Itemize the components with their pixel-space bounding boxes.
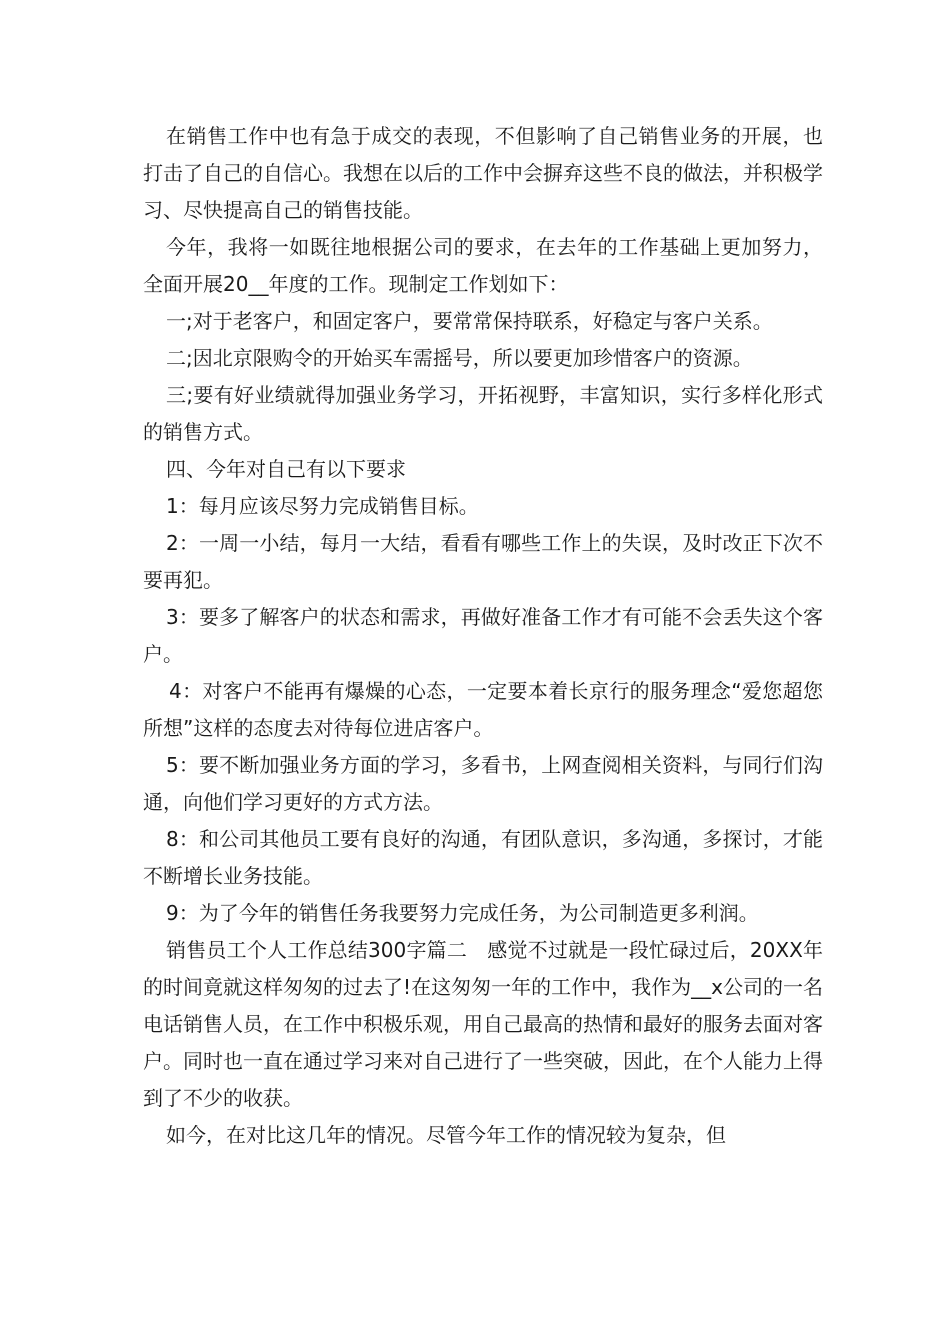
paragraph: 9：为了今年的销售任务我要努力完成任务，为公司制造更多利润。: [166, 901, 759, 925]
paragraph: 一;对于老客户，和固定客户，要常常保持联系，好稳定与客户关系。: [166, 309, 773, 333]
paragraph: 2：一周一小结，每月一大结，看看有哪些工作上的失误，及时改正下次不要再犯。: [143, 531, 823, 592]
paragraph: 如今，在对比这几年的情况。尽管今年工作的情况较为复杂，但: [166, 1123, 726, 1147]
paragraph: 3：要多了解客户的状态和需求，再做好准备工作才有可能不会丢失这个客户。: [143, 605, 823, 666]
paragraph: 今年，我将一如既往地根据公司的要求，在去年的工作基础上更加努力，全面开展20__年度的工作。现制定工作划如下：: [143, 235, 823, 296]
paragraph: 1：每月应该尽努力完成销售目标。: [166, 494, 479, 518]
paragraph: 4：对客户不能再有爆燥的心态，一定要本着长京行的服务理念“爱您超您所想”这样的态度去对待每位进店客户。: [143, 679, 823, 740]
paragraph: 8：和公司其他员工要有良好的沟通，有团队意识，多沟通，多探讨，才能不断增长业务技能。: [143, 827, 823, 888]
paragraph: 二;因北京限购令的开始买车需摇号，所以要更加珍惜客户的资源。: [166, 346, 753, 370]
paragraph: 5：要不断加强业务方面的学习，多看书，上网查阅相关资料，与同行们沟通，向他们学习更好的方式方法。: [143, 753, 823, 814]
paragraph: 销售员工个人工作总结300字篇二 感觉不过就是一段忙碌过后，20XX年的时间竟就这样匆匆的过去了!在这匆匆一年的工作中，我作为__x公司的一名电话销售人员，在工作中积极乐观，用自己最高的热情和最好的服务去面对客户。同时也一直在通过学习来对自己进行了一些突破，因此，在个人能力上得到了不少的收获。: [143, 938, 823, 1110]
document-body: [143, 118, 823, 1154]
paragraph: 在销售工作中也有急于成交的表现，不但影响了自己销售业务的开展，也打击了自己的自信心。我想在以后的工作中会摒弃这些不良的做法，并积极学习、尽快提高自己的销售技能。: [143, 124, 823, 222]
paragraph: 三;要有好业绩就得加强业务学习，开拓视野，丰富知识，实行多样化形式的销售方式。: [143, 383, 823, 444]
paragraph: 四、今年对自己有以下要求: [166, 457, 406, 481]
